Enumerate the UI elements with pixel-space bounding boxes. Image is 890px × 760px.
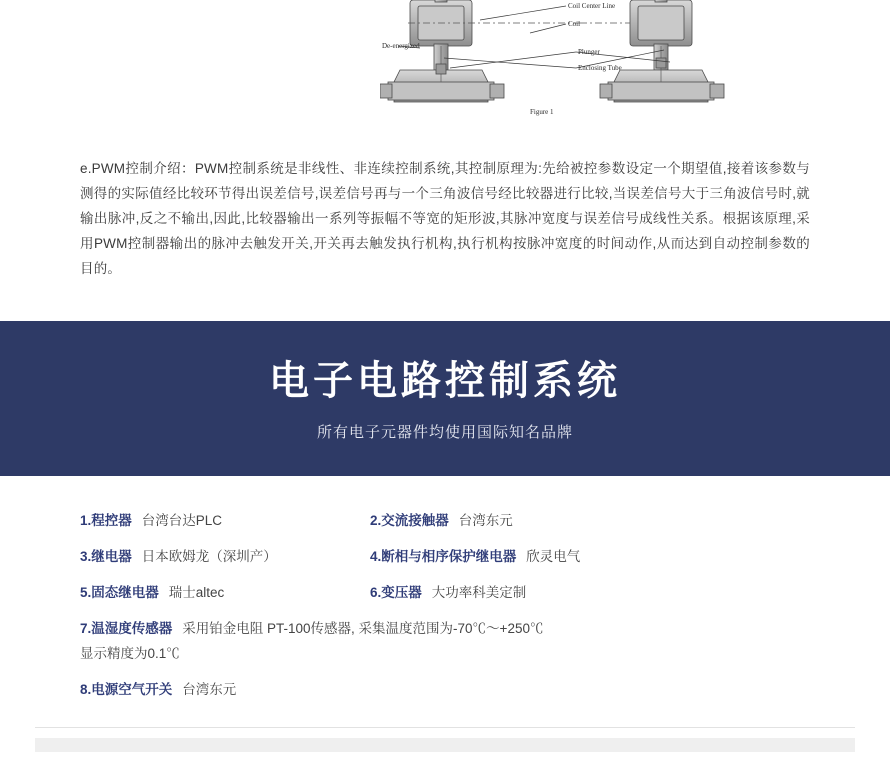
spec-item-5-name: 5.固态继电器 [80,585,159,600]
diagram-caption: Figure 1 [530,108,554,116]
bottom-divider [35,727,855,728]
spec-item-3 [80,546,370,568]
banner-subtitle: 所有电子元器件均使用国际知名品牌 [316,424,573,441]
spec-item-7-value: 采用铂金电阻 PT-100传感器, 采集温度范围为-70℃～+250℃ [182,621,544,636]
spec-item-6 [370,582,810,604]
spec-item-8-value: 台湾东元 [182,682,237,697]
spec-list [0,476,890,701]
spec-item-8 [80,679,810,701]
spec-item-7 [80,618,810,665]
valve-diagram-svg [380,0,780,140]
spec-item-2-value: 台湾东元 [458,513,513,528]
intro-paragraph: e.PWM控制介绍：PWM控制系统是非线性、非连续控制系统,其控制原理为:先给被控参数设定一个期望值,接着该参数与测得的实际值经比较环节得出误差信号,误差信号再与一个三角波信号经比较器进行比较,当误差信号大于三角波信号时,就输出脉冲,反之不输出,因此,比较器输出一系列等振幅不等宽的矩形波,其脉冲宽度与误差信号成线性关系。根据该原理,采用PWM控制器输出的脉冲去触发开关,开关再去触发执行机构,执行机构按脉冲宽度的时间动作,从而达到自动控制参数的目的。 [80,161,810,276]
diagram-label-coil: Coil [568,20,581,28]
section-banner [0,321,890,476]
spec-item-5 [80,582,370,604]
diagram-label-plunger: Plunger [578,48,600,56]
spec-item-2-name: 2.交流接触器 [370,513,449,528]
spec-item-1-name: 1.程控器 [80,513,132,528]
intro-paragraph-block [0,140,890,281]
spec-item-4 [370,546,810,568]
diagram-label-de-energized: De-energized [382,42,420,50]
spec-item-1-value: 台湾台达PLC [141,513,223,528]
bottom-bar [35,738,855,752]
spec-item-3-value: 日本欧姆龙（深圳产） [141,549,277,564]
spec-item-2 [370,510,810,532]
spec-item-5-value: 瑞士altec [168,585,225,600]
spec-item-4-name: 4.断相与相序保护继电器 [370,549,517,564]
spec-item-8-name: 8.电源空气开关 [80,682,173,697]
spec-item-3-name: 3.继电器 [80,549,132,564]
valve-diagram [0,0,890,140]
diagram-label-enclosing-tube: Enclosing Tube [578,64,622,72]
banner-title: 电子电路控制系统 [269,359,621,403]
spec-grid [80,510,810,701]
spec-item-6-name: 6.变压器 [370,585,422,600]
spec-item-7-note: 显示精度为0.1℃ [80,646,180,661]
spec-item-4-value: 欣灵电气 [526,549,581,564]
spec-item-1 [80,510,370,532]
diagram-label-coil-center-line: Coil Center Line [568,2,616,10]
spec-item-6-value: 大功率科美定制 [431,585,527,600]
spec-item-7-name: 7.温湿度传感器 [80,621,173,636]
